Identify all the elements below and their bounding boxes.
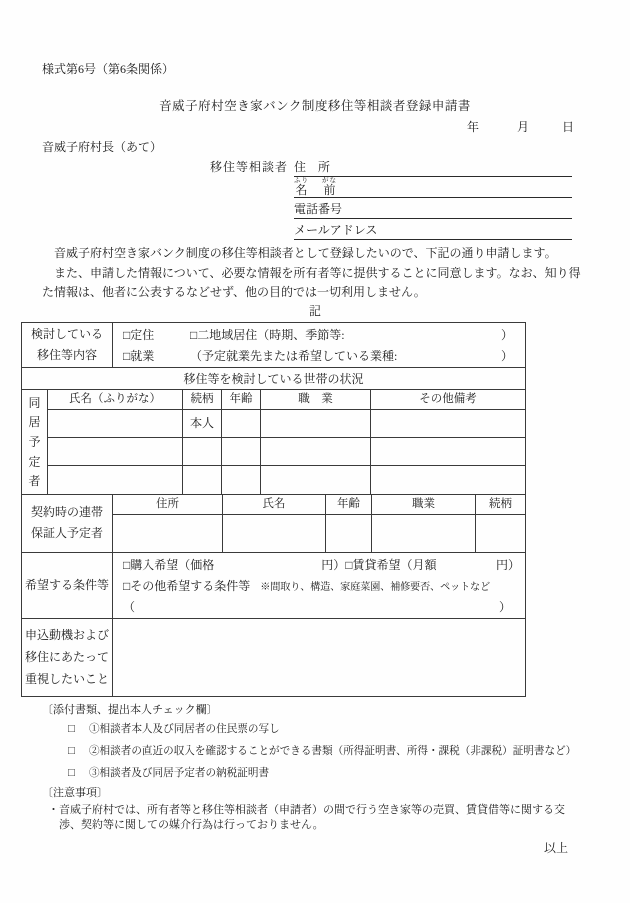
consideration-label: 検討している 移住等内容 (22, 323, 113, 367)
household-section (22, 389, 525, 494)
cell-remarks (371, 410, 525, 438)
note-text: 音威子府村では、所有者等と移住等相談者（申請者）の間で行う空き家等の売買、賃貸借等に関する交渉、契約等に関しての媒介行為は行っておりません。 (59, 803, 565, 831)
address-field (294, 156, 572, 177)
checkbox-purchase: □購入希望（価格 (123, 557, 215, 572)
close-paren: ） (498, 599, 511, 614)
cell-relation (183, 466, 222, 494)
cell-name (48, 466, 183, 494)
guarantor-data-row (113, 515, 525, 552)
household-row-2 (48, 438, 525, 466)
furigana-1: ふり (294, 177, 309, 184)
cell-remarks (371, 438, 525, 466)
cell-occupation (261, 438, 371, 466)
cell-occupation (261, 466, 371, 494)
application-table (21, 322, 526, 697)
col-relation: 続柄 (183, 390, 222, 410)
col-address: 住所 (113, 495, 223, 515)
paragraph-1: 音威子府村空き家バンク制度の移住等相談者として登録したいので、下記の通り申請します。 (42, 246, 557, 260)
cell-address (113, 515, 223, 552)
consideration-line-1 (113, 324, 525, 345)
close-paren: ） (500, 327, 513, 342)
name-field (294, 177, 572, 198)
furigana-2: がな (322, 177, 337, 184)
note-item (48, 803, 582, 834)
conditions-label: 希望する条件等 (22, 553, 113, 618)
paragraph-2: また、申請した情報について、必要な情報を所有者等に提供することに同意します。なお、知り得た情報は、他者に公表するなどせず、他の目的では一切利用しません。 (42, 265, 581, 299)
consideration-options (113, 323, 525, 367)
cell-remarks (371, 466, 525, 494)
section-marker: 記 (308, 303, 321, 318)
col-name: 氏名 (223, 495, 326, 515)
email-label: メールアドレス (294, 223, 378, 237)
attachments-heading: 〔添付書類、提出本人チェック欄〕 (42, 703, 218, 716)
rent-yen: 円） (495, 557, 520, 572)
day-label: 日 (561, 120, 574, 134)
body-paragraphs (42, 244, 588, 303)
motivation-label: 申込動機および 移住にあたって 重視したいこと (22, 619, 113, 696)
attachment-item-1 (68, 718, 588, 740)
email-field (294, 219, 572, 240)
motivation-answer-area (113, 619, 525, 696)
month-label: 月 (516, 120, 529, 134)
conditions-line-2 (113, 575, 525, 596)
date-line (42, 120, 588, 135)
col-remarks: その他備考 (371, 390, 525, 410)
phone-label: 電話番号 (294, 202, 343, 216)
conditions-section (22, 552, 525, 618)
consideration-line-2 (113, 345, 525, 366)
attachment-item-2 (68, 740, 588, 762)
notes-heading: 〔注意事項〕 (42, 786, 108, 799)
cell-name (48, 438, 183, 466)
cell-age (222, 466, 261, 494)
closing-marker: 以上 (543, 840, 568, 855)
conditions-line-1 (113, 554, 525, 575)
checkbox-attachment-1: □ (68, 722, 75, 735)
cell-name (48, 410, 183, 438)
col-age: 年齢 (222, 390, 261, 410)
consideration-section (22, 323, 525, 367)
cell-name (223, 515, 326, 552)
guarantor-header-row (113, 495, 525, 515)
bullet: ・ (48, 803, 59, 816)
address-label: 住 所 (294, 160, 331, 174)
cell-age (222, 438, 261, 466)
household-section-title: 移住等を検討している世帯の状況 (22, 367, 525, 389)
form-number: 様式第6号（第6条関係） (42, 62, 175, 76)
cell-relation (476, 515, 525, 552)
name-char-1: ふり 名 (294, 177, 309, 197)
household-row-3 (48, 466, 525, 494)
motivation-section (22, 618, 525, 696)
attachment-text-3: ③相談者及び同居予定者の納税証明書 (88, 768, 270, 779)
cell-occupation (261, 410, 371, 438)
cell-age (222, 410, 261, 438)
cell-occupation (372, 515, 476, 552)
applicant-label: 移住等相談者 (210, 160, 289, 174)
checkbox-shugyo: □就業 (123, 348, 155, 363)
household-row-1 (48, 410, 525, 438)
col-relation: 続柄 (476, 495, 525, 515)
attachment-text-1: ①相談者本人及び同居者の住民票の写し (88, 724, 280, 735)
col-occupation: 職業 (372, 495, 476, 515)
applicant-fields (294, 156, 572, 240)
checkbox-teiju: □定住 (123, 327, 155, 342)
open-paren: （ (123, 599, 136, 614)
conditions-body (113, 553, 525, 618)
addressee: 音威子府村長（あて） (42, 140, 163, 154)
other-conditions-note: ※間取り、構造、家庭菜園、補修要否、ペットなど (260, 581, 490, 593)
year-label: 年 (466, 120, 479, 134)
shugyo-paren-text: （予定就業先または希望している業種: (190, 348, 398, 363)
checkbox-rent: □賃貸希望（月額 (345, 557, 437, 572)
household-side-label: 同 居 予 定 者 (22, 390, 48, 494)
checkbox-nichiiki: □二地域居住（時期、季節等: (190, 327, 345, 342)
guarantor-table (113, 495, 525, 552)
cell-age (326, 515, 372, 552)
household-table (48, 390, 525, 494)
document-title: 音威子府村空き家バンク制度移住等相談者登録申請書 (159, 99, 471, 113)
cell-relation (183, 438, 222, 466)
checkbox-attachment-2: □ (68, 744, 75, 757)
col-occupation: 職 業 (261, 390, 371, 410)
checkbox-attachment-3: □ (68, 766, 75, 779)
cell-relation: 本人 (183, 410, 222, 438)
attachment-item-3 (68, 762, 588, 784)
guarantor-section (22, 494, 525, 552)
col-name: 氏名（ふりがな） (48, 390, 183, 410)
col-age: 年齢 (326, 495, 372, 515)
conditions-line-3 (113, 596, 525, 617)
phone-field (294, 198, 572, 219)
close-paren: ） (500, 348, 513, 363)
household-header-row (48, 390, 525, 410)
attachment-text-2: ②相談者の直近の収入を確認することができる書類（所得証明書、所得・課税（非課税）証明書など） (88, 746, 577, 757)
applicant-block (42, 156, 588, 240)
purchase-yen: 円） (321, 557, 346, 572)
guarantor-label: 契約時の連帯 保証人予定者 (22, 495, 113, 552)
checkbox-other-conditions: □その他希望する条件等 (123, 578, 251, 593)
name-char-2: がな 前 (322, 177, 337, 197)
